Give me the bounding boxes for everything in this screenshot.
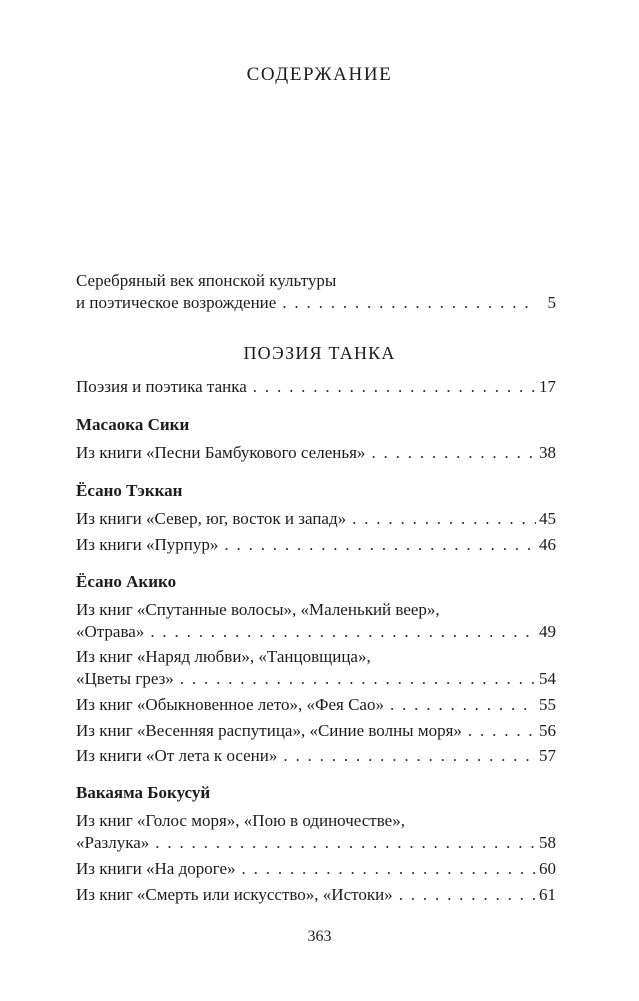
toc-page-number: 17 bbox=[539, 377, 556, 396]
toc-entry[interactable] bbox=[76, 534, 556, 556]
toc-entry-text: Из книг «Смерть или искусство», «Истоки» bbox=[76, 885, 393, 904]
toc-page-number: 55 bbox=[539, 695, 556, 714]
toc-page-number: 38 bbox=[539, 443, 556, 462]
toc-entry[interactable] bbox=[76, 858, 556, 880]
dot-leader bbox=[180, 668, 536, 690]
toc-entry[interactable] bbox=[76, 720, 556, 742]
toc-entry-text: Поэзия и поэтика танка bbox=[76, 377, 247, 396]
toc-page-number: 61 bbox=[539, 885, 556, 904]
toc-entry-text: Из книг «Весенняя распутица», «Синие волны моря» bbox=[76, 721, 462, 740]
toc-entry-text: Из книг «Обыкновенное лето», «Фея Сао» bbox=[76, 695, 384, 714]
author-heading: Масаока Сики bbox=[76, 415, 190, 434]
toc-entry-text: Из книги «От лета к осени» bbox=[76, 746, 278, 765]
toc-entry[interactable] bbox=[76, 668, 556, 690]
toc-entry-text: и поэтическое возрождение bbox=[76, 293, 277, 312]
dot-leader bbox=[352, 508, 536, 530]
toc-entry[interactable] bbox=[76, 442, 556, 464]
toc-page-number: 5 bbox=[547, 293, 556, 312]
toc-entry[interactable] bbox=[76, 508, 556, 530]
toc-entry-line1: Из книг «Спутанные волосы», «Маленький веер», bbox=[76, 600, 440, 619]
dot-leader bbox=[253, 376, 536, 398]
toc-entry[interactable] bbox=[76, 376, 556, 398]
toc-entry[interactable] bbox=[76, 694, 556, 716]
toc-entry-text: Из книги «Песни Бамбукового селенья» bbox=[76, 443, 366, 462]
author-heading: Вакаяма Бокусуй bbox=[76, 783, 211, 802]
toc-entry-text: Из книги «Пурпур» bbox=[76, 535, 219, 554]
author-heading: Ёсано Тэккан bbox=[76, 481, 183, 500]
toc-page-number: 57 bbox=[539, 746, 556, 765]
toc-page-number: 58 bbox=[539, 833, 556, 852]
toc-page-number: 56 bbox=[539, 721, 556, 740]
toc-page-number: 60 bbox=[539, 859, 556, 878]
section-title: ПОЭЗИЯ ТАНКА bbox=[243, 343, 396, 363]
toc-page-number: 54 bbox=[539, 669, 556, 688]
dot-leader bbox=[155, 832, 536, 854]
toc-entry-line1: Из книг «Голос моря», «Пою в одиночестве», bbox=[76, 811, 405, 830]
dot-leader bbox=[282, 292, 536, 314]
dot-leader bbox=[468, 720, 536, 742]
toc-entry-text: «Цветы грез» bbox=[76, 669, 174, 688]
toc-entry-text: Из книги «На дороге» bbox=[76, 859, 236, 878]
dot-leader bbox=[242, 858, 536, 880]
dot-leader bbox=[390, 694, 536, 716]
toc-page-number: 45 bbox=[539, 509, 556, 528]
dot-leader bbox=[224, 534, 536, 556]
toc-entry-line1: Серебряный век японской культуры bbox=[76, 271, 337, 290]
toc-page-number: 46 bbox=[539, 535, 556, 554]
toc-page-number: 49 bbox=[539, 622, 556, 641]
toc-entry[interactable] bbox=[76, 832, 556, 854]
toc-entry[interactable] bbox=[76, 745, 556, 767]
page-title: СОДЕРЖАНИЕ bbox=[246, 64, 393, 85]
toc-entry-line1: Из книг «Наряд любви», «Танцовщица», bbox=[76, 647, 371, 666]
toc-entry[interactable] bbox=[76, 292, 556, 314]
dot-leader bbox=[150, 621, 536, 643]
toc-entry[interactable] bbox=[76, 621, 556, 643]
dot-leader bbox=[283, 745, 536, 767]
toc-entry-text: «Отрава» bbox=[76, 622, 145, 641]
dot-leader bbox=[371, 442, 536, 464]
page-number: 363 bbox=[307, 928, 332, 945]
toc-entry-text: Из книги «Север, юг, восток и запад» bbox=[76, 509, 347, 528]
toc-entry-text: «Разлука» bbox=[76, 833, 150, 852]
toc-entry[interactable] bbox=[76, 884, 556, 906]
author-heading: Ёсано Акико bbox=[76, 572, 177, 591]
dot-leader bbox=[399, 884, 536, 906]
